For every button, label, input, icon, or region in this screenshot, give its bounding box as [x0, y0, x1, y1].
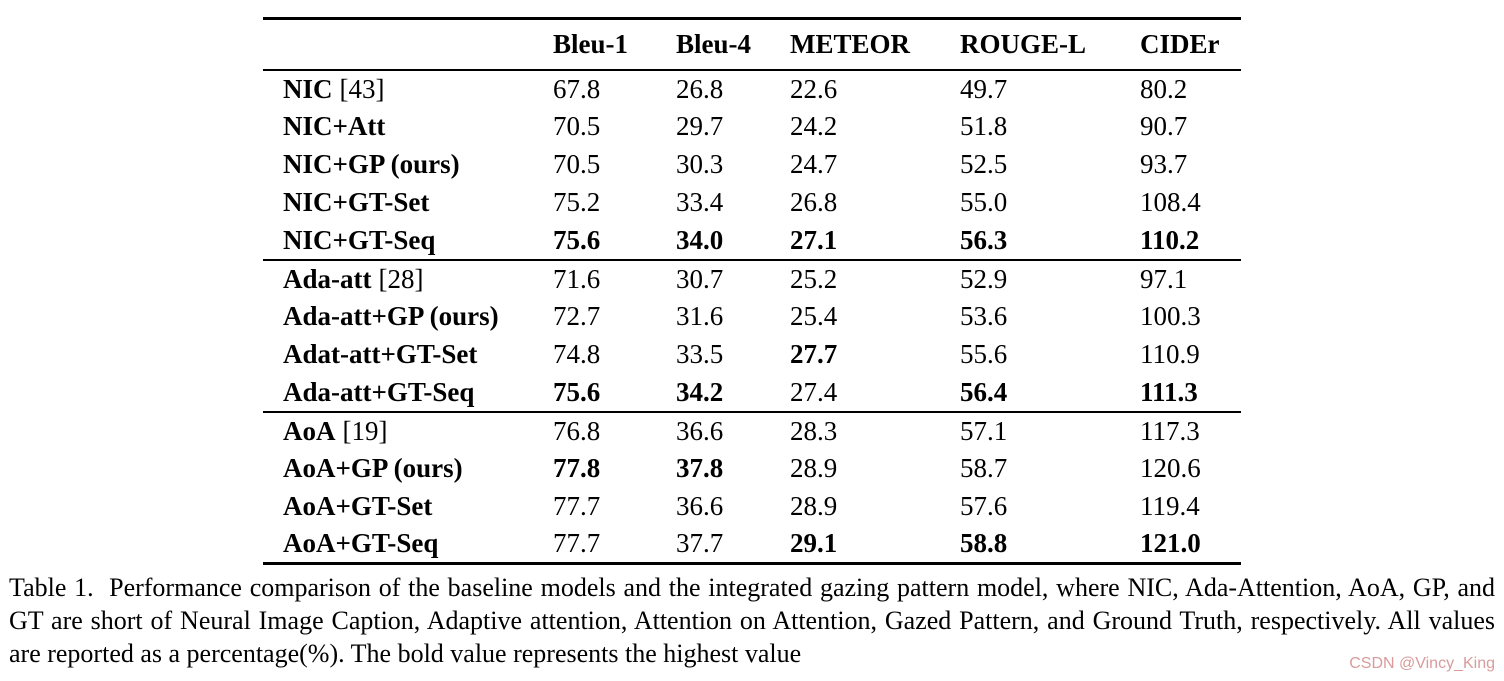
metric-value: 120.6 — [1140, 453, 1201, 483]
model-name: AoA+GT-Set — [283, 491, 433, 521]
model-label — [263, 108, 553, 146]
metric-value: 77.7 — [553, 491, 601, 521]
metric-value: 25.2 — [790, 263, 838, 294]
metric-value: 29.1 — [790, 528, 838, 559]
citation: [19] — [342, 415, 388, 446]
metric-value: 71.6 — [553, 263, 601, 294]
citation: [28] — [378, 263, 424, 294]
metric-value: 100.3 — [1140, 301, 1201, 331]
metric-value: 52.5 — [960, 149, 1008, 179]
metric-value: 70.5 — [553, 111, 601, 141]
metric-value: 75.6 — [553, 376, 601, 407]
metric-value: 93.7 — [1140, 149, 1188, 179]
model-label — [263, 260, 553, 298]
model-name: Ada-att — [283, 263, 372, 294]
model-label — [263, 488, 553, 526]
metric-value: 24.2 — [790, 111, 838, 141]
model-label — [263, 184, 553, 222]
group-ada-att — [263, 260, 1241, 412]
col-header-bleu4: Bleu-4 — [676, 28, 752, 59]
group-aoa — [263, 412, 1241, 564]
row-nic-gt-set — [263, 184, 1241, 222]
row-aoa-gp — [263, 450, 1241, 488]
metric-value: 117.3 — [1140, 415, 1200, 446]
watermark: CSDN @Vincy_King — [1349, 655, 1495, 672]
metric-value: 30.3 — [676, 149, 724, 179]
metric-value: 80.2 — [1140, 73, 1188, 104]
metric-value: 36.6 — [676, 415, 724, 446]
metric-value: 70.5 — [553, 149, 601, 179]
model-name: NIC+GT-Seq — [283, 224, 436, 255]
metric-value: 119.4 — [1140, 491, 1200, 521]
metric-value: 28.9 — [790, 453, 838, 483]
metric-value: 37.7 — [676, 528, 724, 559]
metric-value: 22.6 — [790, 73, 838, 104]
model-name: NIC+GP (ours) — [283, 149, 460, 179]
metric-value: 97.1 — [1140, 263, 1188, 294]
metric-value: 33.4 — [676, 187, 724, 217]
metric-value: 67.8 — [553, 73, 601, 104]
model-name: AoA+GT-Seq — [283, 528, 439, 559]
metric-value: 26.8 — [790, 187, 838, 217]
group-nic — [263, 70, 1241, 260]
row-nic-gp — [263, 146, 1241, 184]
metric-value: 53.6 — [960, 301, 1008, 331]
metric-value: 24.7 — [790, 149, 838, 179]
metric-value: 25.4 — [790, 301, 838, 331]
metric-value: 57.6 — [960, 491, 1008, 521]
model-name: NIC+Att — [283, 111, 386, 141]
results-table — [263, 17, 1241, 565]
model-name: Adat-att+GT-Set — [283, 339, 478, 369]
model-label — [263, 526, 553, 564]
model-name: NIC — [283, 73, 333, 104]
metric-value: 31.6 — [676, 301, 724, 331]
row-nic — [263, 70, 1241, 108]
metric-value: 57.1 — [960, 415, 1008, 446]
metric-value: 56.3 — [960, 224, 1008, 255]
metric-value: 110.9 — [1140, 339, 1200, 369]
col-header-meteor: METEOR — [790, 28, 911, 59]
metric-value: 75.6 — [553, 224, 601, 255]
metric-value: 30.7 — [676, 263, 724, 294]
model-label — [263, 374, 553, 412]
row-nic-att — [263, 108, 1241, 146]
model-label — [263, 222, 553, 260]
header-spacer — [263, 19, 553, 70]
row-ada-att — [263, 260, 1241, 298]
row-aoa-gt-set — [263, 488, 1241, 526]
metric-value: 74.8 — [553, 339, 601, 369]
metric-value: 76.8 — [553, 415, 601, 446]
row-aoa — [263, 412, 1241, 450]
metric-value: 108.4 — [1140, 187, 1201, 217]
metric-value: 37.8 — [676, 453, 724, 483]
model-name: NIC+GT-Set — [283, 187, 430, 217]
citation: [43] — [339, 73, 385, 104]
metric-value: 75.2 — [553, 187, 601, 217]
metric-value: 77.7 — [553, 528, 601, 559]
metric-value: 58.8 — [960, 528, 1008, 559]
col-header-rougel: ROUGE-L — [960, 28, 1087, 59]
metric-value: 52.9 — [960, 263, 1008, 294]
metric-value: 90.7 — [1140, 111, 1188, 141]
model-label — [263, 412, 553, 450]
metric-value: 34.2 — [676, 376, 724, 407]
model-name: AoA — [283, 415, 336, 446]
row-aoa-gt-seq — [263, 526, 1241, 564]
metric-value: 29.7 — [676, 111, 724, 141]
metric-value: 56.4 — [960, 376, 1008, 407]
metric-value: 34.0 — [676, 224, 724, 255]
metric-value: 111.3 — [1140, 376, 1198, 407]
model-label — [263, 298, 553, 336]
model-label — [263, 336, 553, 374]
metric-value: 27.1 — [790, 224, 838, 255]
metric-value: 72.7 — [553, 301, 601, 331]
row-adat-att-gt-set — [263, 336, 1241, 374]
metric-value: 28.9 — [790, 491, 838, 521]
metric-value: 49.7 — [960, 73, 1008, 104]
col-header-cider: CIDEr — [1140, 28, 1220, 59]
table-caption: Table 1. Performance comparison of the baseline models and the integrated gazing pattern model, where NIC, Ada-Attention, AoA, GP, and GT are short of Neural Image Caption, Adaptive attention, Attention on Attention, Gazed Pattern, and Ground Truth, respectively. All values are reported as a percentage(%). The bold value represents the highest value — [9, 573, 1495, 668]
metric-value: 36.6 — [676, 491, 724, 521]
metric-value: 121.0 — [1140, 528, 1201, 559]
metric-value: 27.4 — [790, 376, 838, 407]
col-header-bleu1: Bleu-1 — [553, 28, 629, 59]
metric-value: 77.8 — [553, 453, 601, 483]
model-label — [263, 146, 553, 184]
metric-value: 28.3 — [790, 415, 838, 446]
metric-value: 33.5 — [676, 339, 724, 369]
row-nic-gt-seq — [263, 222, 1241, 260]
model-name: AoA+GP (ours) — [283, 453, 463, 483]
metric-value: 55.6 — [960, 339, 1008, 369]
row-ada-att-gt-seq — [263, 374, 1241, 412]
model-label — [263, 450, 553, 488]
metric-value: 58.7 — [960, 453, 1008, 483]
metric-value: 51.8 — [960, 111, 1008, 141]
model-name: Ada-att+GP (ours) — [283, 301, 499, 331]
metric-value: 27.7 — [790, 339, 838, 369]
model-label — [263, 70, 553, 108]
metric-value: 110.2 — [1140, 224, 1200, 255]
header-row — [263, 19, 1241, 70]
metric-value: 26.8 — [676, 73, 724, 104]
model-name: Ada-att+GT-Seq — [283, 376, 475, 407]
row-ada-att-gp — [263, 298, 1241, 336]
metric-value: 55.0 — [960, 187, 1008, 217]
